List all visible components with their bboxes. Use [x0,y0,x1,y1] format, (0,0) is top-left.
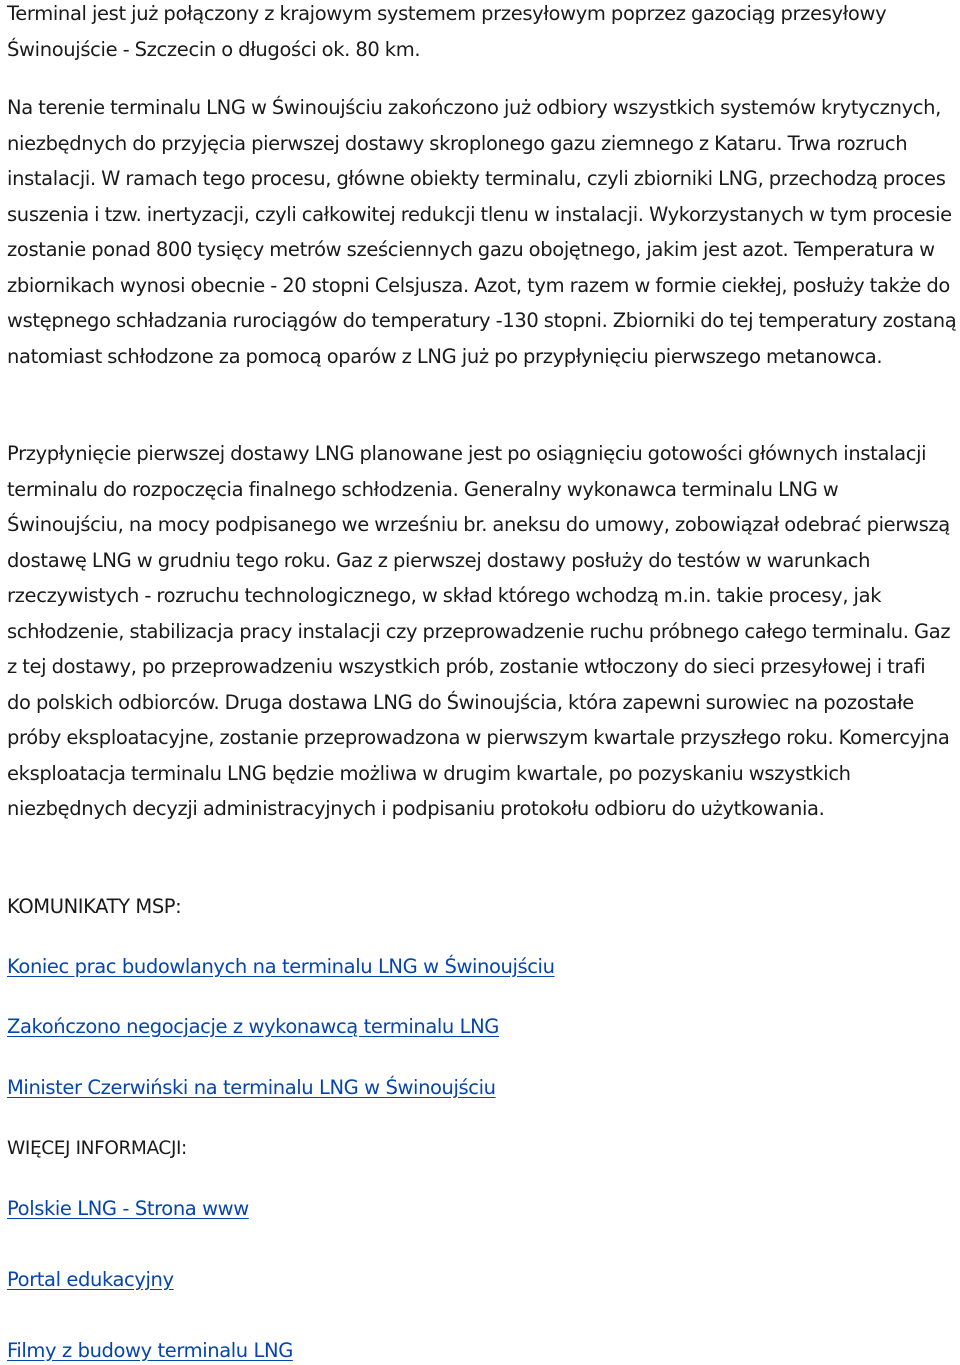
paragraph-commissioning: Na terenie terminalu LNG w Świnoujściu zakończono już odbiory wszystkich systemów krytycznych, niezbędnych do przyjęcia pierwszej dostawy skroplonego gazu ziemnego z Kataru. Trwa rozruch instalacji. W ramach tego procesu, główne obiekty terminalu, czyli zbiorniki LNG, przechodzą proces suszenia i tzw. inertyzacji, czyli całkowitej redukcji tlenu w instalacji. Wykorzystanych w tym procesie zostanie ponad 800 tysięcy metrów sześciennych gazu obojętnego, jakim jest azot. Temperatura w zbiornikach wynosi obecnie - 20 stopni Celsjusza. Azot, tym razem w formie ciekłej, posłuży także do wstępnego schładzania rurociągów do temperatury -130 stopni. Zbiorniki do tej temperatury zostaną natomiast schłodzone za pomocą oparów z LNG już po przypłynięciu pierwszego metanowca. [7,96,957,368]
more-info-heading: WIĘCEJ INFORMACJI: [7,1138,187,1159]
paragraph-first-delivery: Przypłynięcie pierwszej dostawy LNG planowane jest po osiągnięciu gotowości głównych instalacji terminalu do rozpoczęcia finalnego schłodzenia. Generalny wykonawca terminalu LNG w Świnoujściu, na mocy podpisanego we wrześniu br. aneksu do umowy, zobowiązał odebrać pierwszą dostawę LNG w grudniu tego roku. Gaz z pierwszej dostawy posłuży do testów w warunkach rzeczywistych - rozruchu technologicznego, w skład którego wchodzą m.in. takie procesy, jak schłodzenie, stabilizacja pracy instalacji czy przeprowadzenie ruchu próbnego całego terminalu. Gaz z tej dostawy, po przeprowadzeniu wszystkich prób, zostanie wtłoczony do sieci przesyłowej i trafi do polskich odbiorców. Druga dostawa LNG do Świnoujścia, która zapewni surowiec na pozostałe próby eksploatacyjne, zostanie przeprowadzona w pierwszym kwartale przyszłego roku. Komercyjna eksploatacja terminalu LNG będzie możliwa w drugim kwartale, po pozyskaniu wszystkich niezbędnych decyzji administracyjnych i podpisaniu protokołu odbioru do użytkowania. [7,442,951,820]
link-minister-visit[interactable]: Minister Czerwiński na terminalu LNG w Świnoujściu [7,1076,496,1099]
link-polskie-lng-website[interactable]: Polskie LNG - Strona www [7,1197,249,1220]
link-construction-videos[interactable]: Filmy z budowy terminalu LNG [7,1339,293,1362]
paragraph-gas-pipeline: Terminal jest już połączony z krajowym systemem przesyłowym poprzez gazociąg przesyłowy Świnoujście - Szczecin o długości ok. 80 km. [7,2,887,61]
link-negotiations-concluded[interactable]: Zakończono negocjacje z wykonawcą terminalu LNG [7,1015,500,1038]
link-educational-portal[interactable]: Portal edukacyjny [7,1268,174,1291]
msp-announcements-heading: KOMUNIKATY MSP: [7,895,182,918]
link-construction-finished[interactable]: Koniec prac budowlanych na terminalu LNG w Świnoujściu [7,955,555,978]
